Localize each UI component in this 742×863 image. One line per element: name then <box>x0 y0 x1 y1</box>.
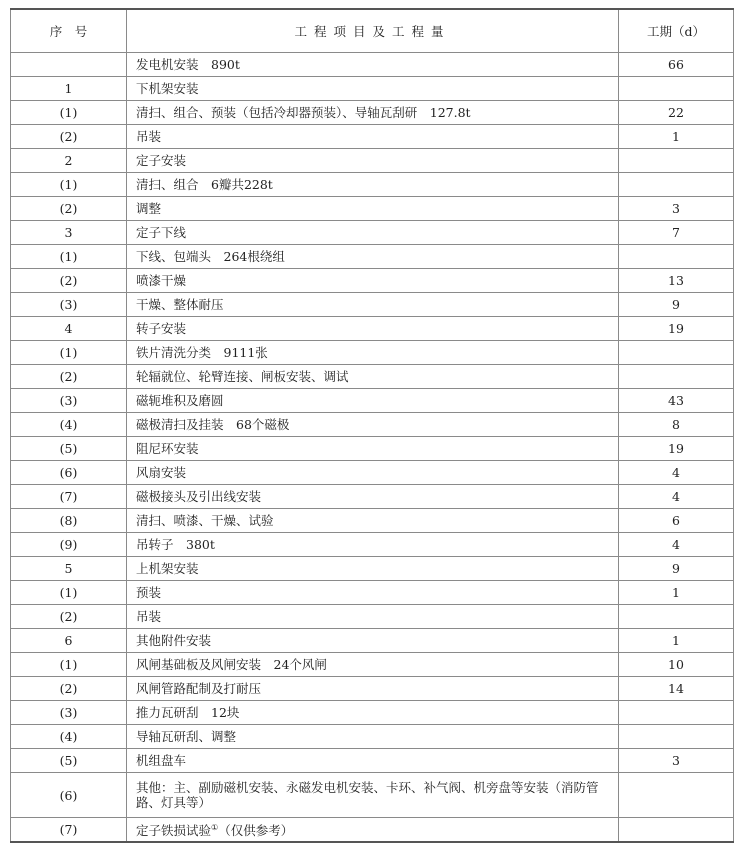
header-duration: 工期（d） <box>619 9 734 53</box>
row-item <box>127 818 619 843</box>
row-item-suffix: （仅供参考） <box>218 823 294 839</box>
row-seq: 5 <box>11 557 127 581</box>
row-duration <box>619 77 734 101</box>
row-seq: 2 <box>11 149 127 173</box>
table-row <box>11 461 734 485</box>
row-duration: 43 <box>619 389 734 413</box>
row-duration <box>619 773 734 818</box>
row-duration: 22 <box>619 101 734 125</box>
table-row <box>11 605 734 629</box>
row-seq <box>11 53 127 77</box>
row-seq: (1) <box>11 581 127 605</box>
row-seq: (5) <box>11 749 127 773</box>
table-row <box>11 749 734 773</box>
row-item: 其他附件安装 <box>127 629 619 653</box>
row-item: 定子下线 <box>127 221 619 245</box>
row-duration <box>619 701 734 725</box>
row-item: 轮辐就位、轮臂连接、闸板安装、调试 <box>127 365 619 389</box>
row-item: 预装 <box>127 581 619 605</box>
row-item: 风闸管路配制及打耐压 <box>127 677 619 701</box>
row-duration <box>619 818 734 843</box>
row-duration <box>619 605 734 629</box>
row-duration <box>619 341 734 365</box>
table-row <box>11 197 734 221</box>
row-seq: (7) <box>11 818 127 843</box>
row-item: 转子安装 <box>127 317 619 341</box>
row-item: 风闸基础板及风闸安装 24个风闸 <box>127 653 619 677</box>
row-duration: 1 <box>619 125 734 149</box>
table-row <box>11 509 734 533</box>
table-row <box>11 413 734 437</box>
row-duration: 19 <box>619 437 734 461</box>
row-seq: (6) <box>11 773 127 818</box>
row-seq: (1) <box>11 245 127 269</box>
table-row <box>11 701 734 725</box>
row-seq: (4) <box>11 725 127 749</box>
table-row <box>11 677 734 701</box>
row-duration: 4 <box>619 485 734 509</box>
row-duration: 8 <box>619 413 734 437</box>
document-page <box>10 8 733 843</box>
row-item: 清扫、喷漆、干燥、试验 <box>127 509 619 533</box>
header-row <box>11 9 734 53</box>
table-row <box>11 317 734 341</box>
table-row <box>11 269 734 293</box>
table-row <box>11 77 734 101</box>
row-seq: (4) <box>11 413 127 437</box>
row-item: 吊装 <box>127 605 619 629</box>
row-item: 铁片清洗分类 9111张 <box>127 341 619 365</box>
row-duration: 3 <box>619 197 734 221</box>
table-row <box>11 149 734 173</box>
table-body <box>11 53 734 843</box>
table-row <box>11 773 734 818</box>
row-item: 清扫、组合、预装（包括冷却器预装）、导轴瓦刮研 127.8t <box>127 101 619 125</box>
row-seq: (1) <box>11 341 127 365</box>
row-seq: (2) <box>11 677 127 701</box>
installation-schedule-table <box>10 8 734 843</box>
table-row <box>11 221 734 245</box>
row-seq: (2) <box>11 605 127 629</box>
table-row <box>11 485 734 509</box>
table-row <box>11 629 734 653</box>
table-row <box>11 365 734 389</box>
row-duration: 1 <box>619 629 734 653</box>
row-item: 磁极清扫及挂装 68个磁极 <box>127 413 619 437</box>
row-duration <box>619 725 734 749</box>
row-seq: (1) <box>11 101 127 125</box>
row-duration: 9 <box>619 293 734 317</box>
row-duration: 6 <box>619 509 734 533</box>
table-row <box>11 101 734 125</box>
row-item: 下线、包端头 264根绕组 <box>127 245 619 269</box>
row-item: 推力瓦研刮 12块 <box>127 701 619 725</box>
header-item: 工程项目及工程量 <box>127 9 619 53</box>
row-item: 吊转子 380t <box>127 533 619 557</box>
row-item: 干燥、整体耐压 <box>127 293 619 317</box>
table-row <box>11 53 734 77</box>
table-row <box>11 533 734 557</box>
table-row <box>11 437 734 461</box>
row-duration: 4 <box>619 461 734 485</box>
table-row <box>11 557 734 581</box>
row-seq: (1) <box>11 173 127 197</box>
row-seq: (3) <box>11 293 127 317</box>
row-duration: 14 <box>619 677 734 701</box>
row-item: 发电机安装 890t <box>127 53 619 77</box>
row-duration: 19 <box>619 317 734 341</box>
table-row <box>11 818 734 843</box>
row-seq: (9) <box>11 533 127 557</box>
row-item: 其他：主、副励磁机安装、永磁发电机安装、卡环、补气阀、机旁盘等安装（消防管路、灯具等） <box>127 773 619 818</box>
row-duration: 10 <box>619 653 734 677</box>
row-seq: (7) <box>11 485 127 509</box>
row-seq: (1) <box>11 653 127 677</box>
row-duration: 66 <box>619 53 734 77</box>
row-seq: (8) <box>11 509 127 533</box>
row-seq: 6 <box>11 629 127 653</box>
row-item: 上机架安装 <box>127 557 619 581</box>
row-item: 阻尼环安装 <box>127 437 619 461</box>
table-row <box>11 173 734 197</box>
row-item: 定子安装 <box>127 149 619 173</box>
row-seq: (5) <box>11 437 127 461</box>
table-row <box>11 341 734 365</box>
row-seq: 1 <box>11 77 127 101</box>
row-item: 机组盘车 <box>127 749 619 773</box>
row-seq: 4 <box>11 317 127 341</box>
row-duration: 7 <box>619 221 734 245</box>
row-seq: (2) <box>11 269 127 293</box>
row-duration: 13 <box>619 269 734 293</box>
row-seq: (2) <box>11 125 127 149</box>
table-row <box>11 653 734 677</box>
row-duration <box>619 365 734 389</box>
table-row <box>11 293 734 317</box>
row-item: 风扇安装 <box>127 461 619 485</box>
row-item: 调整 <box>127 197 619 221</box>
row-seq: 3 <box>11 221 127 245</box>
row-duration <box>619 245 734 269</box>
row-item: 导轴瓦研刮、调整 <box>127 725 619 749</box>
table-row <box>11 125 734 149</box>
row-seq: (2) <box>11 197 127 221</box>
row-duration <box>619 173 734 197</box>
header-seq: 序 号 <box>11 9 127 53</box>
table-row <box>11 581 734 605</box>
row-item: 下机架安装 <box>127 77 619 101</box>
table-row <box>11 725 734 749</box>
row-seq: (3) <box>11 701 127 725</box>
row-item-text: 定子铁损试验 <box>136 823 212 839</box>
row-item: 清扫、组合 6瓣共228t <box>127 173 619 197</box>
footnote-marker: ① <box>211 823 219 833</box>
row-duration <box>619 149 734 173</box>
row-item: 喷漆干燥 <box>127 269 619 293</box>
row-seq: (2) <box>11 365 127 389</box>
row-item: 磁极接头及引出线安装 <box>127 485 619 509</box>
row-item: 吊装 <box>127 125 619 149</box>
table-row <box>11 389 734 413</box>
row-seq: (3) <box>11 389 127 413</box>
row-duration: 9 <box>619 557 734 581</box>
table-row <box>11 245 734 269</box>
row-seq: (6) <box>11 461 127 485</box>
row-duration: 4 <box>619 533 734 557</box>
row-duration: 1 <box>619 581 734 605</box>
row-duration: 3 <box>619 749 734 773</box>
row-item: 磁轭堆积及磨圆 <box>127 389 619 413</box>
